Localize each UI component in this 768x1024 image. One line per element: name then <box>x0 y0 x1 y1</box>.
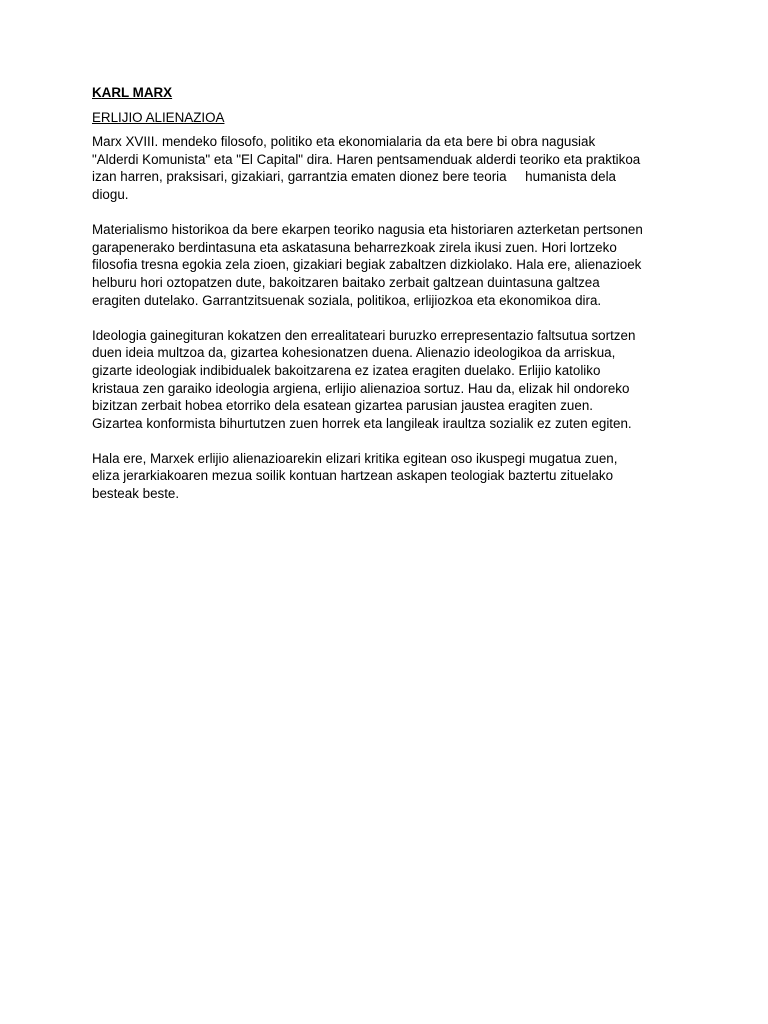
paragraph-line: izan harren, praksisari, gizakiari, garrantzia ematen dionez bere teoria humanista dela <box>92 169 616 185</box>
paragraph-line: besteak beste. <box>92 486 180 502</box>
paragraph-line: "Alderdi Komunista" eta "El Capital" dira. Haren pentsamenduak alderdi teoriko eta praktikoa <box>92 151 641 167</box>
document-title: KARL MARX <box>92 85 173 100</box>
paragraph-line: diogu. <box>92 186 129 202</box>
paragraph-line: Ideologia gainegituran kokatzen den errealitateari buruzko errepresentazio faltsutua sortzen <box>92 327 636 343</box>
paragraph-line: gizarte ideologiak indibidualek bakoitzarena ez izatea eragiten duelako. Erlijio katoliko <box>92 362 601 378</box>
paragraph-2 <box>92 221 684 309</box>
paragraph-line: Materialismo historikoa da bere ekarpen teoriko nagusia eta historiaren azterketan pertsonen <box>92 222 643 238</box>
paragraph-1 <box>92 133 684 203</box>
document-subtitle: ERLIJIO ALIENAZIOA <box>92 109 225 125</box>
paragraph-line: helburu hori oztopatzen dute, bakoitzaren baitako zerbait galtzean duintasuna galtzea <box>92 274 600 290</box>
paragraph-line: Hala ere, Marxek erlijio alienazioarekin elizari kritika egitean oso ikuspegi mugatua zuen, <box>92 450 618 466</box>
paragraph-line: garapenerako berdintasuna eta askatasuna beharrezkoak zirela ikusi zuen. Hori lortzeko <box>92 239 617 255</box>
paragraph-line: filosofia tresna egokia zela zioen, gizakiari begiak zabaltzen dizkiolako. Hala ere, alienazioek <box>92 257 642 273</box>
paragraph-line: duen ideia multzoa da, gizartea kohesionatzen duena. Alienazio ideologikoa da arriskua, <box>92 345 616 361</box>
paragraph-line: eliza jerarkiakoaren mezua soilik kontuan hartzean askapen teologiak baztertu zituelako <box>92 468 614 484</box>
paragraph-line: bizitzan zerbait hobea etorriko dela esatean gizartea parusian jaustea eragiten zuen. <box>92 398 593 414</box>
paragraph-4 <box>92 450 684 503</box>
paragraph-line: kristaua zen garaiko ideologia argiena, erlijio alienazioa sortuz. Hau da, elizak hil ondoreko <box>92 380 630 396</box>
paragraph-3 <box>92 327 684 433</box>
paragraph-line: Marx XVIII. mendeko filosofo, politiko eta ekonomialaria da eta bere bi obra nagusiak <box>92 134 596 150</box>
paragraph-line: Gizartea konformista bihurtutzen zuen horrek eta langileak iraultza sozialik ez zuten egiten. <box>92 415 632 431</box>
paragraph-line: eragiten dutelako. Garrantzitsuenak soziala, politikoa, erlijiozkoa eta ekonomikoa dira. <box>92 292 602 308</box>
document-page <box>92 84 684 520</box>
